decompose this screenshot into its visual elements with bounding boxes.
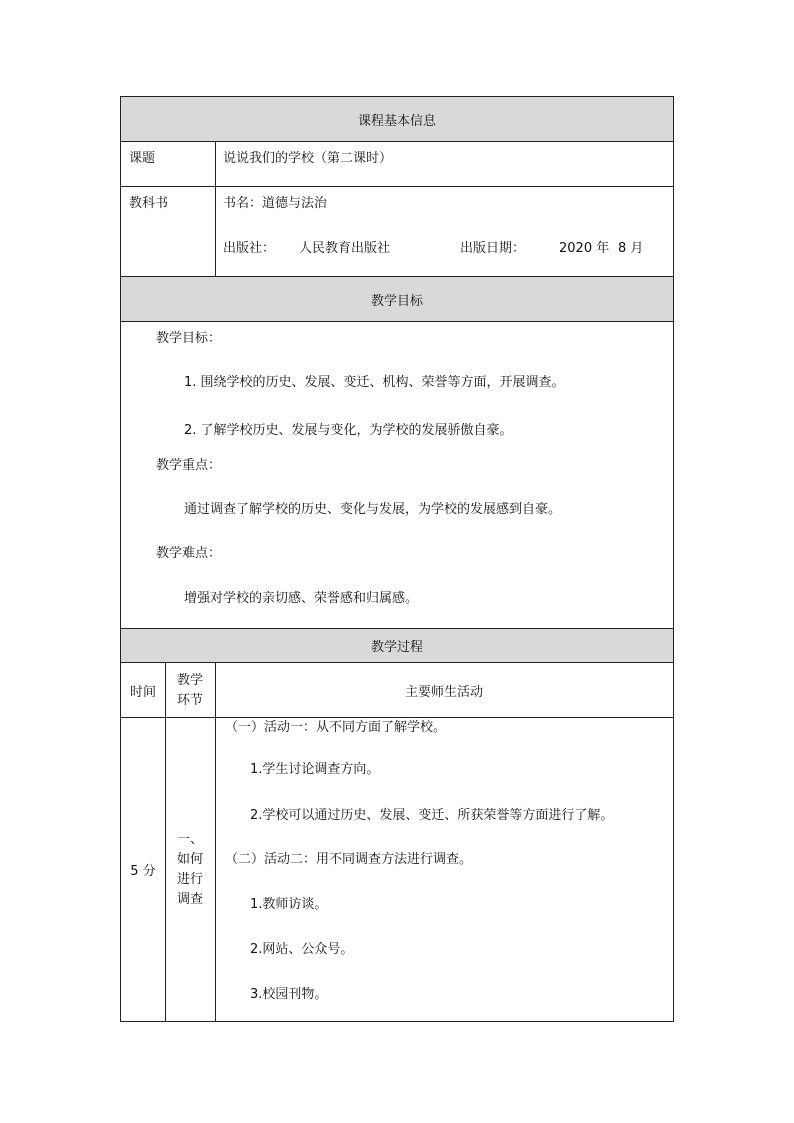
publisher-label: 出版社： — [223, 241, 276, 256]
textbook-divider — [215, 187, 216, 276]
activity-line-3: 2.学校可以通过历史、发展、变迁、所获荣誉等方面进行了解。 — [250, 808, 614, 823]
body-divider-2 — [215, 718, 216, 1021]
stage-line-4: 调查 — [176, 891, 203, 907]
col-stage-header — [165, 663, 215, 718]
objectives-header — [121, 277, 673, 322]
lesson-plan-table — [120, 96, 674, 1022]
stage-line-2: 如何 — [176, 851, 203, 867]
goal-item-1: 1. 围绕学校的历史、发展、变迁、机构、荣誉等方面，开展调查。 — [184, 375, 565, 390]
objectives-content — [121, 322, 673, 629]
process-time-cell — [121, 718, 165, 1021]
process-row — [121, 718, 673, 1021]
topic-row — [121, 142, 673, 187]
basic-info-header-text: 课程基本信息 — [357, 113, 436, 129]
process-stage-cell — [165, 718, 215, 1021]
key-points-title: 教学重点： — [156, 458, 222, 473]
stage-line-3: 进行 — [176, 871, 203, 887]
process-time: 5 分 — [130, 864, 156, 879]
activity-line-1: （一）活动一：从不同方面了解学校。 — [225, 720, 447, 735]
activity-line-2: 1.学生讨论调查方向。 — [250, 762, 380, 777]
col-stage-line1: 教学 — [176, 672, 203, 688]
publish-date-month: 8 月 — [618, 241, 644, 256]
key-points-text: 通过调查了解学校的历史、变化与发展，为学校的发展感到自豪。 — [184, 502, 562, 517]
textbook-row — [121, 187, 673, 277]
objectives-header-text: 教学目标 — [370, 293, 423, 309]
textbook-label: 教科书 — [129, 196, 169, 211]
col-time-header — [121, 663, 165, 718]
process-column-headers — [121, 663, 673, 718]
activity-line-6: 2.网站、公众号。 — [250, 942, 354, 957]
difficulty-title: 教学难点： — [156, 546, 222, 561]
publisher-value: 人民教育出版社 — [299, 241, 391, 256]
goal-item-2: 2. 了解学校历史、发展与变化，为学校的发展骄傲自豪。 — [184, 423, 513, 438]
stage-line-1: 一、 — [176, 831, 203, 847]
col-activity-text: 主要师生活动 — [404, 685, 483, 700]
topic-value: 说说我们的学校（第二课时） — [223, 151, 393, 166]
col-stage-line2: 环节 — [176, 692, 203, 708]
difficulty-text: 增强对学校的亲切感、荣誉感和归属感。 — [184, 591, 419, 606]
topic-label: 课题 — [129, 151, 156, 166]
activity-line-5: 1.教师访谈。 — [250, 897, 328, 912]
basic-info-header — [121, 97, 673, 142]
activity-line-7: 3.校园刊物。 — [250, 987, 328, 1002]
col-activity-header — [215, 663, 673, 718]
publish-date-label: 出版日期： — [460, 241, 526, 256]
process-header-text: 教学过程 — [370, 640, 423, 655]
publish-date-year: 2020 年 — [559, 241, 610, 256]
process-header — [121, 629, 673, 663]
col-time-text: 时间 — [129, 685, 156, 700]
topic-divider — [215, 142, 216, 186]
activity-line-4: （二）活动二：用不同调查方法进行调查。 — [225, 852, 473, 867]
goals-title: 教学目标： — [156, 331, 222, 346]
book-name: 书名：道德与法治 — [223, 196, 328, 211]
